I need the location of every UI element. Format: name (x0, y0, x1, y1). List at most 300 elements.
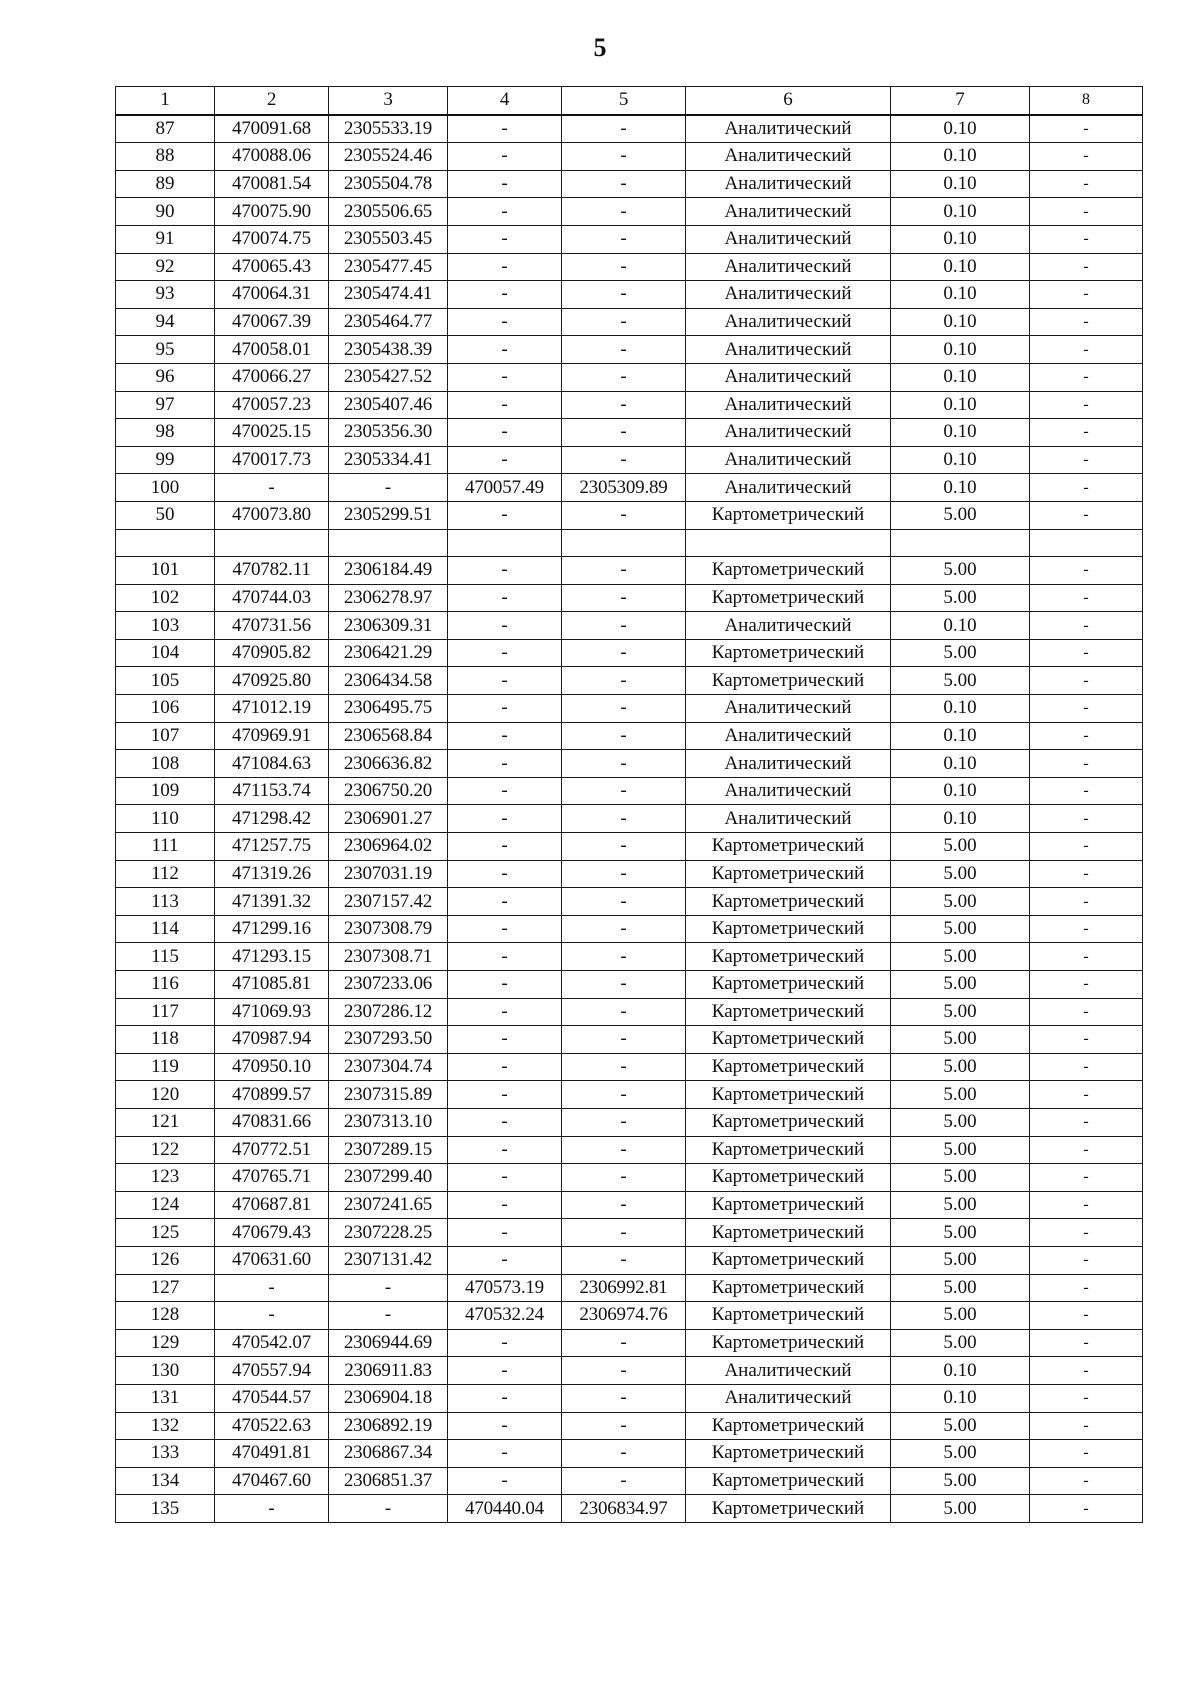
table-cell: 109 (116, 777, 215, 805)
table-cell: 5.00 (891, 1108, 1030, 1136)
table-cell: - (1030, 722, 1143, 750)
table-cell: - (1030, 805, 1143, 833)
table-cell: - (1030, 446, 1143, 474)
table-cell: Картометрический (686, 943, 891, 971)
column-header: 3 (329, 87, 448, 115)
table-cell: 0.10 (891, 143, 1030, 171)
table-cell: 2307233.06 (329, 971, 448, 999)
table-cell: 0.10 (891, 612, 1030, 640)
table-row (116, 1357, 1143, 1385)
table-cell: 87 (116, 115, 215, 143)
table-cell: 0.10 (891, 695, 1030, 723)
table-cell: - (448, 446, 562, 474)
table-cell: - (1030, 1467, 1143, 1495)
table-cell: 470631.60 (215, 1246, 329, 1274)
column-header: 8 (1030, 87, 1143, 115)
table-cell: - (1030, 1495, 1143, 1523)
table-cell: 2307031.19 (329, 860, 448, 888)
table-cell: 0.10 (891, 722, 1030, 750)
table-row (116, 1495, 1143, 1523)
table-cell: 0.10 (891, 336, 1030, 364)
table-cell: - (562, 501, 686, 529)
table-cell: - (329, 474, 448, 502)
table-cell: Аналитический (686, 1357, 891, 1385)
table-cell: 5.00 (891, 1274, 1030, 1302)
table-cell: 108 (116, 750, 215, 778)
table-cell: 98 (116, 419, 215, 447)
table-cell: 88 (116, 143, 215, 171)
table-cell: - (448, 998, 562, 1026)
table-cell: 2306495.75 (329, 695, 448, 723)
table-cell: 470073.80 (215, 501, 329, 529)
table-cell: 5.00 (891, 833, 1030, 861)
table-cell: 110 (116, 805, 215, 833)
table-cell: 0.10 (891, 391, 1030, 419)
table-cell: Аналитический (686, 750, 891, 778)
table-cell: 2305356.30 (329, 419, 448, 447)
table-cell: - (562, 1440, 686, 1468)
table-row (116, 722, 1143, 750)
table-cell: - (448, 1108, 562, 1136)
table-cell: Картометрический (686, 667, 891, 695)
table-cell: - (1030, 667, 1143, 695)
table-row (116, 170, 1143, 198)
table-cell: 111 (116, 833, 215, 861)
table-cell: 471153.74 (215, 777, 329, 805)
table-cell: - (1030, 998, 1143, 1026)
table-cell: - (1030, 1302, 1143, 1330)
table-cell: Картометрический (686, 1412, 891, 1440)
table-cell: 470831.66 (215, 1108, 329, 1136)
table-cell: 470782.11 (215, 557, 329, 585)
table-cell: 2307241.65 (329, 1191, 448, 1219)
table-cell: - (1030, 336, 1143, 364)
table-cell: Картометрический (686, 1053, 891, 1081)
table-cell: 2307304.74 (329, 1053, 448, 1081)
table-cell: Картометрический (686, 1329, 891, 1357)
table-cell: - (448, 860, 562, 888)
table-cell: 5.00 (891, 860, 1030, 888)
table-row (116, 1136, 1143, 1164)
table-cell: - (1030, 1440, 1143, 1468)
table-cell: Аналитический (686, 281, 891, 309)
table-cell: - (562, 419, 686, 447)
table-cell: 104 (116, 639, 215, 667)
table-cell: 2306421.29 (329, 639, 448, 667)
table-cell: - (1030, 888, 1143, 916)
table-cell: 2306309.31 (329, 612, 448, 640)
table-cell: 2305334.41 (329, 446, 448, 474)
table-cell: Картометрический (686, 1108, 891, 1136)
table-cell: 0.10 (891, 419, 1030, 447)
table-cell: - (562, 225, 686, 253)
table-cell: Аналитический (686, 391, 891, 419)
table-cell: 5.00 (891, 1329, 1030, 1357)
table-cell: Картометрический (686, 860, 891, 888)
table-cell: 471085.81 (215, 971, 329, 999)
table-cell: 0.10 (891, 805, 1030, 833)
table-cell: 2306184.49 (329, 557, 448, 585)
table-cell: 97 (116, 391, 215, 419)
table-cell: - (1030, 1026, 1143, 1054)
table-cell: - (562, 777, 686, 805)
table-cell: 132 (116, 1412, 215, 1440)
table-cell: - (448, 943, 562, 971)
table-cell: - (1030, 391, 1143, 419)
table-cell: Аналитический (686, 722, 891, 750)
table-cell: 471293.15 (215, 943, 329, 971)
table-cell: - (562, 639, 686, 667)
table-cell: - (1030, 833, 1143, 861)
table-cell: - (448, 115, 562, 143)
table-cell: 470088.06 (215, 143, 329, 171)
table-row (116, 1440, 1143, 1468)
table-cell: - (329, 1495, 448, 1523)
table-cell: 470058.01 (215, 336, 329, 364)
table-row (116, 1412, 1143, 1440)
table-cell: 2306944.69 (329, 1329, 448, 1357)
table-cell: 2306278.97 (329, 584, 448, 612)
table-cell: 101 (116, 557, 215, 585)
table-cell: - (1030, 1108, 1143, 1136)
table-cell: 0.10 (891, 308, 1030, 336)
table-cell: - (448, 1440, 562, 1468)
table-cell: 470057.23 (215, 391, 329, 419)
table-cell: Картометрический (686, 1302, 891, 1330)
table-cell: - (448, 750, 562, 778)
table-cell: 470765.71 (215, 1164, 329, 1192)
table-cell: 471299.16 (215, 915, 329, 943)
table-cell: - (448, 391, 562, 419)
table-cell: - (1030, 612, 1143, 640)
table-cell: - (562, 1219, 686, 1247)
table-cell: 106 (116, 695, 215, 723)
table-cell: 115 (116, 943, 215, 971)
table-cell: 470467.60 (215, 1467, 329, 1495)
table-cell: 0.10 (891, 281, 1030, 309)
table-row (116, 998, 1143, 1026)
table-cell: 113 (116, 888, 215, 916)
table-cell: 119 (116, 1053, 215, 1081)
table-cell: - (562, 1412, 686, 1440)
table-row (116, 557, 1143, 585)
table-cell: - (448, 253, 562, 281)
table-cell: - (448, 308, 562, 336)
table-cell: 93 (116, 281, 215, 309)
table-cell: - (448, 722, 562, 750)
table-cell: 470687.81 (215, 1191, 329, 1219)
table-cell: 2305309.89 (562, 474, 686, 502)
table-cell: Аналитический (686, 419, 891, 447)
table-cell: 471391.32 (215, 888, 329, 916)
table-cell: - (448, 1026, 562, 1054)
table-cell: - (562, 943, 686, 971)
table-row (116, 419, 1143, 447)
table-cell: 470075.90 (215, 198, 329, 226)
table-cell: 0.10 (891, 750, 1030, 778)
table-cell: 0.10 (891, 115, 1030, 143)
table-cell: 95 (116, 336, 215, 364)
table-cell: - (1030, 1136, 1143, 1164)
table-cell: - (562, 860, 686, 888)
table-cell: 129 (116, 1329, 215, 1357)
table-cell: - (1030, 695, 1143, 723)
table-cell: - (1030, 1164, 1143, 1192)
table-cell: - (562, 1164, 686, 1192)
table-cell: 2306636.82 (329, 750, 448, 778)
table-row (116, 225, 1143, 253)
table-cell: - (448, 501, 562, 529)
table-cell: 5.00 (891, 1081, 1030, 1109)
table-cell: 134 (116, 1467, 215, 1495)
table-cell: - (562, 115, 686, 143)
coordinates-table (115, 86, 1143, 1523)
table-cell: 470064.31 (215, 281, 329, 309)
table-cell (686, 529, 891, 557)
table-cell: - (1030, 198, 1143, 226)
table-cell: - (1030, 1191, 1143, 1219)
table-cell: Картометрический (686, 1440, 891, 1468)
table-cell: - (562, 1191, 686, 1219)
table-row (116, 667, 1143, 695)
table-cell: 470017.73 (215, 446, 329, 474)
column-header: 6 (686, 87, 891, 115)
table-cell: 2305524.46 (329, 143, 448, 171)
table-cell: 2305427.52 (329, 363, 448, 391)
table-cell: - (448, 1191, 562, 1219)
table-cell: 5.00 (891, 1440, 1030, 1468)
table-cell: 0.10 (891, 363, 1030, 391)
table-cell: - (448, 584, 562, 612)
table-cell: - (1030, 501, 1143, 529)
table-cell: 470081.54 (215, 170, 329, 198)
table-cell: Аналитический (686, 612, 891, 640)
table-cell: 105 (116, 667, 215, 695)
table-cell: 470074.75 (215, 225, 329, 253)
table-cell: - (1030, 253, 1143, 281)
table-cell: Аналитический (686, 198, 891, 226)
table-cell: - (1030, 1219, 1143, 1247)
table-cell: 470544.57 (215, 1384, 329, 1412)
table-cell: 90 (116, 198, 215, 226)
table-cell: 50 (116, 501, 215, 529)
table-row (116, 501, 1143, 529)
table-cell: 2306834.97 (562, 1495, 686, 1523)
table-cell: 94 (116, 308, 215, 336)
table-cell: - (1030, 1053, 1143, 1081)
table-cell: - (1030, 860, 1143, 888)
table-cell: 470573.19 (448, 1274, 562, 1302)
table-cell: 2306904.18 (329, 1384, 448, 1412)
table-row (116, 695, 1143, 723)
table-cell: 471257.75 (215, 833, 329, 861)
table-cell: Картометрический (686, 998, 891, 1026)
table-cell: 102 (116, 584, 215, 612)
table-cell (116, 529, 215, 557)
table-cell: 5.00 (891, 1219, 1030, 1247)
table-cell: - (1030, 584, 1143, 612)
table-cell: - (1030, 281, 1143, 309)
table-cell: - (448, 1357, 562, 1385)
table-cell: 470969.91 (215, 722, 329, 750)
table-cell: - (448, 1412, 562, 1440)
table-cell: 133 (116, 1440, 215, 1468)
table-cell: - (562, 1026, 686, 1054)
table-cell: - (329, 1302, 448, 1330)
table-cell: - (562, 446, 686, 474)
table-cell (329, 529, 448, 557)
table-row (116, 336, 1143, 364)
table-row (116, 1274, 1143, 1302)
table-cell: Аналитический (686, 170, 891, 198)
table-cell: Картометрический (686, 1246, 891, 1274)
table-cell: - (562, 363, 686, 391)
table-cell: 5.00 (891, 998, 1030, 1026)
table-row (116, 529, 1143, 557)
table-cell: 470065.43 (215, 253, 329, 281)
table-cell: 91 (116, 225, 215, 253)
table-cell: - (562, 198, 686, 226)
table-cell: - (562, 722, 686, 750)
table-cell: 124 (116, 1191, 215, 1219)
table-cell: - (1030, 115, 1143, 143)
table-cell (1030, 529, 1143, 557)
table-cell: - (1030, 915, 1143, 943)
table-row (116, 888, 1143, 916)
table-cell: 0.10 (891, 198, 1030, 226)
table-row (116, 308, 1143, 336)
table-cell: Аналитический (686, 308, 891, 336)
table-cell: 125 (116, 1219, 215, 1247)
table-cell: - (448, 281, 562, 309)
table-cell: 2305506.65 (329, 198, 448, 226)
table-cell: 123 (116, 1164, 215, 1192)
table-cell: - (1030, 143, 1143, 171)
table-cell (448, 529, 562, 557)
table-row (116, 446, 1143, 474)
table-cell: - (448, 1246, 562, 1274)
table-cell: Картометрический (686, 1164, 891, 1192)
table-cell: - (562, 1108, 686, 1136)
table-cell: Картометрический (686, 557, 891, 585)
table-cell: 5.00 (891, 1164, 1030, 1192)
table-row (116, 750, 1143, 778)
table-cell: 126 (116, 1246, 215, 1274)
table-cell: Картометрический (686, 833, 891, 861)
table-cell: Аналитический (686, 777, 891, 805)
table-row (116, 1164, 1143, 1192)
column-header: 2 (215, 87, 329, 115)
header-row (116, 87, 1143, 115)
table-cell: - (448, 1081, 562, 1109)
table-cell: - (215, 1495, 329, 1523)
table-row (116, 1219, 1143, 1247)
table-cell: Картометрический (686, 888, 891, 916)
table-cell: 5.00 (891, 915, 1030, 943)
table-cell: - (562, 915, 686, 943)
table-cell: 2307289.15 (329, 1136, 448, 1164)
table-cell: - (1030, 1357, 1143, 1385)
table-cell: 471298.42 (215, 805, 329, 833)
table-cell: 127 (116, 1274, 215, 1302)
table-cell: - (448, 170, 562, 198)
table-cell: 135 (116, 1495, 215, 1523)
table-cell: 471319.26 (215, 860, 329, 888)
table-row (116, 1467, 1143, 1495)
table-cell: 107 (116, 722, 215, 750)
table-cell: 2305504.78 (329, 170, 448, 198)
table-cell: 470491.81 (215, 1440, 329, 1468)
table-cell: - (448, 888, 562, 916)
table-cell: 122 (116, 1136, 215, 1164)
table-cell: 2307157.42 (329, 888, 448, 916)
table-cell: 0.10 (891, 1384, 1030, 1412)
table-cell: 0.10 (891, 474, 1030, 502)
table-cell: Картометрический (686, 1191, 891, 1219)
table-cell: Аналитический (686, 805, 891, 833)
table-row (116, 1302, 1143, 1330)
table-cell: Аналитический (686, 363, 891, 391)
table-cell: - (1030, 777, 1143, 805)
column-header: 4 (448, 87, 562, 115)
table-cell: - (562, 998, 686, 1026)
table-row (116, 1026, 1143, 1054)
table-cell: 0.10 (891, 1357, 1030, 1385)
table-cell: 2307228.25 (329, 1219, 448, 1247)
table-cell: - (448, 667, 562, 695)
table-cell (215, 529, 329, 557)
table-cell: 92 (116, 253, 215, 281)
table-cell: - (562, 143, 686, 171)
table-cell: - (562, 1357, 686, 1385)
table-row (116, 363, 1143, 391)
table-cell: 470905.82 (215, 639, 329, 667)
page-number: 5 (593, 33, 607, 62)
table-cell: - (1030, 1081, 1143, 1109)
table-cell: 5.00 (891, 1026, 1030, 1054)
table-cell: 112 (116, 860, 215, 888)
table-cell: 0.10 (891, 446, 1030, 474)
table-cell: Аналитический (686, 143, 891, 171)
table-cell: - (215, 1274, 329, 1302)
table-cell: - (562, 557, 686, 585)
table-cell: 2306434.58 (329, 667, 448, 695)
table-cell: 470987.94 (215, 1026, 329, 1054)
table-cell: - (562, 971, 686, 999)
table-body (116, 87, 1143, 1523)
table-cell: 2307286.12 (329, 998, 448, 1026)
table-cell: 470091.68 (215, 115, 329, 143)
table-cell (562, 529, 686, 557)
table-cell: 470532.24 (448, 1302, 562, 1330)
table-cell: 2305299.51 (329, 501, 448, 529)
table-cell: - (562, 612, 686, 640)
table-row (116, 612, 1143, 640)
table-cell: Аналитический (686, 474, 891, 502)
table-cell: - (1030, 170, 1143, 198)
table-cell: - (448, 805, 562, 833)
table-cell: 0.10 (891, 170, 1030, 198)
table-cell: - (215, 1302, 329, 1330)
table-cell: Аналитический (686, 446, 891, 474)
table-cell: Картометрический (686, 1136, 891, 1164)
table-row (116, 639, 1143, 667)
table-cell: 0.10 (891, 225, 1030, 253)
table-cell: - (562, 1329, 686, 1357)
table-cell: - (1030, 363, 1143, 391)
table-cell: 5.00 (891, 1412, 1030, 1440)
table-row (116, 253, 1143, 281)
